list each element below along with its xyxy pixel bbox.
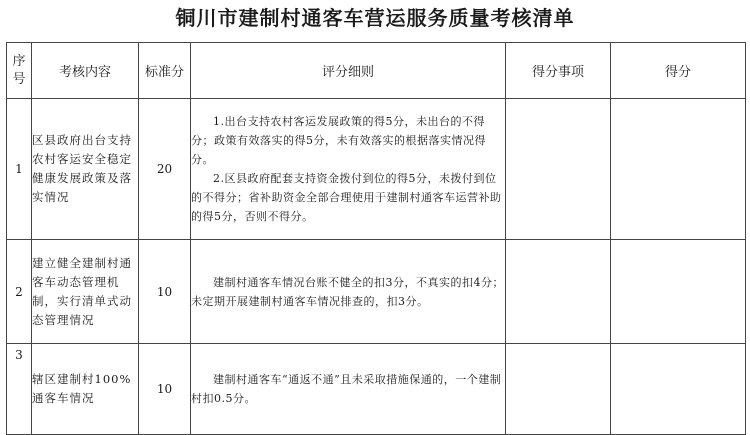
row-items-cell (506, 99, 611, 240)
row-items-cell (506, 344, 611, 435)
row-seq: 3 (7, 344, 32, 435)
row-score-cell (611, 99, 746, 240)
detail-paragraph: 2.区县政府配套支持资金拨付到位的得5分，未拨付到位的不得分；省补助资金全部合理使用于建制村通客车运营补助的得5分，否则不得分。 (191, 172, 502, 223)
assessment-table (6, 42, 746, 435)
row-detail (191, 240, 506, 344)
row-detail (191, 344, 506, 435)
detail-paragraph: 建制村通客车“通返不通”且未采取措施保通的，一个建制村扣0.5分。 (191, 373, 502, 405)
detail-paragraph: 1.出台支持农村客运发展政策的得5分，未出台的不得分；政策有效落实的得5分，未有效落实的根据落实情况得分。 (191, 115, 486, 166)
row-standard: 10 (139, 344, 191, 435)
detail-paragraph: 建制村通客车情况台账不健全的扣3分，不真实的扣4分；未定期开展建制村通客车情况排查的，扣3分。 (191, 275, 504, 308)
table-header-row (7, 43, 746, 99)
header-score: 得分 (611, 43, 746, 99)
table-row (7, 99, 746, 240)
row-score-cell (611, 240, 746, 344)
row-content: 区县政府出台支持农村客运安全稳定健康发展政策及落实情况 (32, 99, 139, 240)
row-seq: 1 (7, 99, 32, 240)
row-standard: 20 (139, 99, 191, 240)
page-title: 铜川市建制村通客车营运服务质量考核清单 (175, 6, 575, 30)
header-seq: 序号 (7, 43, 32, 99)
row-seq: 2 (7, 240, 32, 344)
row-standard: 10 (139, 240, 191, 344)
header-items: 得分事项 (506, 43, 611, 99)
row-content: 建立健全建制村通客车动态管理机制，实行清单式动态管理情况 (32, 240, 139, 344)
row-items-cell (506, 240, 611, 344)
row-detail (191, 99, 506, 240)
table-row (7, 344, 746, 435)
table-row (7, 240, 746, 344)
header-detail: 评分细则 (191, 43, 506, 99)
header-content: 考核内容 (32, 43, 139, 99)
row-content: 辖区建制村100%通客车情况 (32, 344, 139, 435)
header-standard: 标准分 (139, 43, 191, 99)
row-score-cell (611, 344, 746, 435)
